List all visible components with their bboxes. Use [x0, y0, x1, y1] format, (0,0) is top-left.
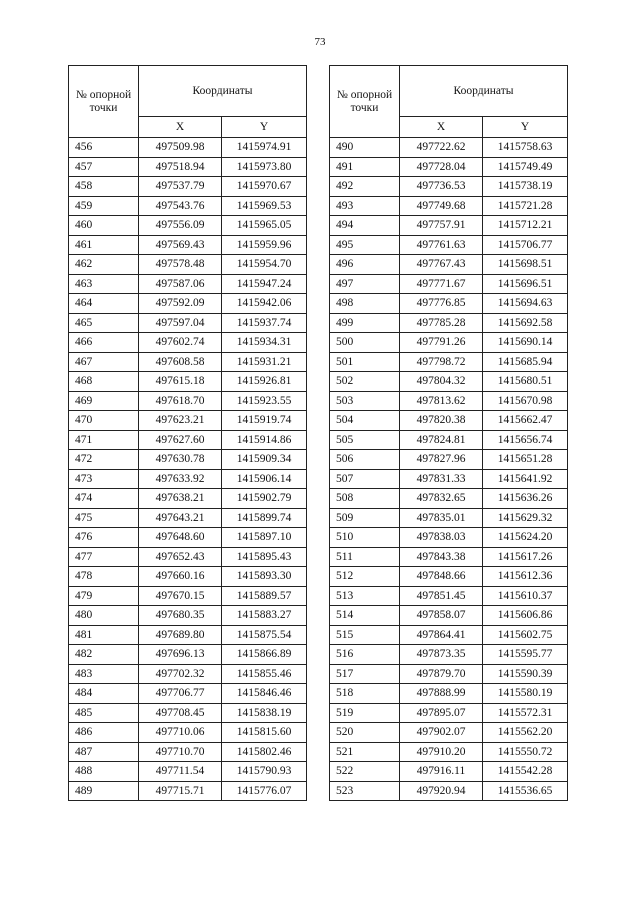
x-coordinate-cell: 497824.81	[400, 430, 483, 450]
x-coordinate-cell: 497638.21	[139, 489, 222, 509]
point-number-cell: 485	[69, 703, 139, 723]
y-coordinate-cell: 1415937.74	[222, 313, 307, 333]
x-coordinate-cell: 497843.38	[400, 547, 483, 567]
table-row	[69, 333, 307, 353]
x-coordinate-cell: 497592.09	[139, 294, 222, 314]
y-coordinate-cell: 1415550.72	[483, 742, 568, 762]
x-coordinate-cell: 497602.74	[139, 333, 222, 353]
table-row	[69, 762, 307, 782]
table-row	[330, 157, 568, 177]
table-row	[69, 781, 307, 801]
table-row	[69, 450, 307, 470]
y-coordinate-cell: 1415973.80	[222, 157, 307, 177]
y-coordinate-cell: 1415624.20	[483, 528, 568, 548]
point-number-cell: 471	[69, 430, 139, 450]
y-coordinate-cell: 1415838.19	[222, 703, 307, 723]
x-coordinate-cell: 497627.60	[139, 430, 222, 450]
coordinates-table-left	[68, 65, 307, 801]
x-coordinate-cell: 497761.63	[400, 235, 483, 255]
x-coordinate-cell: 497888.99	[400, 684, 483, 704]
x-coordinate-cell: 497838.03	[400, 528, 483, 548]
y-coordinate-cell: 1415706.77	[483, 235, 568, 255]
point-number-cell: 467	[69, 352, 139, 372]
y-coordinate-cell: 1415542.28	[483, 762, 568, 782]
point-number-cell: 495	[330, 235, 400, 255]
point-number-cell: 501	[330, 352, 400, 372]
y-coordinate-cell: 1415923.55	[222, 391, 307, 411]
table-row	[330, 586, 568, 606]
x-coordinate-cell: 497597.04	[139, 313, 222, 333]
x-coordinate-cell: 497630.78	[139, 450, 222, 470]
point-number-cell: 502	[330, 372, 400, 392]
point-number-cell: 504	[330, 411, 400, 431]
y-coordinate-cell: 1415895.43	[222, 547, 307, 567]
x-coordinate-cell: 497702.32	[139, 664, 222, 684]
y-coordinate-cell: 1415889.57	[222, 586, 307, 606]
y-coordinate-cell: 1415899.74	[222, 508, 307, 528]
table-row	[330, 664, 568, 684]
table-row	[330, 430, 568, 450]
point-number-cell: 478	[69, 567, 139, 587]
x-coordinate-cell: 497848.66	[400, 567, 483, 587]
y-coordinate-cell: 1415965.05	[222, 216, 307, 236]
y-coordinate-cell: 1415692.58	[483, 313, 568, 333]
x-coordinate-cell: 497587.06	[139, 274, 222, 294]
point-number-cell: 474	[69, 489, 139, 509]
y-coordinate-cell: 1415974.91	[222, 138, 307, 158]
x-coordinate-cell: 497820.38	[400, 411, 483, 431]
point-number-cell: 499	[330, 313, 400, 333]
x-coordinate-cell: 497831.33	[400, 469, 483, 489]
point-number-cell: 520	[330, 723, 400, 743]
x-coordinate-cell: 497680.35	[139, 606, 222, 626]
x-coordinate-cell: 497670.15	[139, 586, 222, 606]
point-number-cell: 511	[330, 547, 400, 567]
y-coordinate-cell: 1415712.21	[483, 216, 568, 236]
table-row	[330, 255, 568, 275]
table-row	[69, 177, 307, 197]
x-coordinate-cell: 497623.21	[139, 411, 222, 431]
x-coordinate-cell: 497757.91	[400, 216, 483, 236]
point-number-cell: 498	[330, 294, 400, 314]
x-coordinate-cell: 497710.06	[139, 723, 222, 743]
point-number-cell: 484	[69, 684, 139, 704]
table-row	[69, 606, 307, 626]
x-coordinate-cell: 497708.45	[139, 703, 222, 723]
y-coordinate-cell: 1415790.93	[222, 762, 307, 782]
x-coordinate-cell: 497608.58	[139, 352, 222, 372]
x-coordinate-cell: 497509.98	[139, 138, 222, 158]
table-row	[330, 528, 568, 548]
x-coordinate-cell: 497722.62	[400, 138, 483, 158]
x-coordinate-cell: 497615.18	[139, 372, 222, 392]
y-coordinate-cell: 1415629.32	[483, 508, 568, 528]
point-number-cell: 494	[330, 216, 400, 236]
x-coordinate-cell: 497776.85	[400, 294, 483, 314]
y-coordinate-cell: 1415694.63	[483, 294, 568, 314]
x-header: X	[139, 117, 222, 138]
y-coordinate-cell: 1415947.24	[222, 274, 307, 294]
x-coordinate-cell: 497813.62	[400, 391, 483, 411]
table-row	[69, 664, 307, 684]
y-coordinate-cell: 1415685.94	[483, 352, 568, 372]
point-number-cell: 473	[69, 469, 139, 489]
table-row	[69, 547, 307, 567]
point-number-cell: 481	[69, 625, 139, 645]
table-row	[330, 567, 568, 587]
x-coordinate-cell: 497543.76	[139, 196, 222, 216]
point-number-cell: 517	[330, 664, 400, 684]
point-number-cell: 512	[330, 567, 400, 587]
table-row	[330, 742, 568, 762]
x-coordinate-cell: 497652.43	[139, 547, 222, 567]
point-number-header: № опорной точки	[330, 66, 400, 138]
x-header: X	[400, 117, 483, 138]
point-number-cell: 513	[330, 586, 400, 606]
x-coordinate-cell: 497827.96	[400, 450, 483, 470]
point-number-cell: 466	[69, 333, 139, 353]
point-number-cell: 463	[69, 274, 139, 294]
table-row	[330, 762, 568, 782]
point-number-cell: 477	[69, 547, 139, 567]
y-coordinate-cell: 1415902.79	[222, 489, 307, 509]
x-coordinate-cell: 497660.16	[139, 567, 222, 587]
y-coordinate-cell: 1415815.60	[222, 723, 307, 743]
y-coordinate-cell: 1415690.14	[483, 333, 568, 353]
x-coordinate-cell: 497556.09	[139, 216, 222, 236]
point-number-cell: 486	[69, 723, 139, 743]
y-coordinate-cell: 1415802.46	[222, 742, 307, 762]
table-row	[330, 703, 568, 723]
x-coordinate-cell: 497618.70	[139, 391, 222, 411]
table-row	[330, 274, 568, 294]
y-coordinate-cell: 1415942.06	[222, 294, 307, 314]
y-coordinate-cell: 1415909.34	[222, 450, 307, 470]
point-number-cell: 497	[330, 274, 400, 294]
point-number-cell: 514	[330, 606, 400, 626]
y-coordinate-cell: 1415893.30	[222, 567, 307, 587]
y-coordinate-cell: 1415875.54	[222, 625, 307, 645]
table-row	[69, 430, 307, 450]
x-coordinate-cell: 497689.80	[139, 625, 222, 645]
table-row	[330, 450, 568, 470]
x-coordinate-cell: 497798.72	[400, 352, 483, 372]
table-row	[330, 177, 568, 197]
x-coordinate-cell: 497879.70	[400, 664, 483, 684]
point-number-cell: 483	[69, 664, 139, 684]
point-number-cell: 506	[330, 450, 400, 470]
point-number-cell: 459	[69, 196, 139, 216]
y-coordinate-cell: 1415536.65	[483, 781, 568, 801]
x-coordinate-cell: 497910.20	[400, 742, 483, 762]
table-row	[69, 508, 307, 528]
table-row	[330, 489, 568, 509]
table-row	[69, 255, 307, 275]
table-row	[69, 528, 307, 548]
x-coordinate-cell: 497902.07	[400, 723, 483, 743]
table-row	[69, 216, 307, 236]
y-coordinate-cell: 1415758.63	[483, 138, 568, 158]
x-coordinate-cell: 497835.01	[400, 508, 483, 528]
y-coordinate-cell: 1415897.10	[222, 528, 307, 548]
point-number-cell: 465	[69, 313, 139, 333]
x-coordinate-cell: 497715.71	[139, 781, 222, 801]
coordinates-header: Координаты	[139, 66, 307, 117]
table-row	[69, 586, 307, 606]
table-row	[330, 313, 568, 333]
y-coordinate-cell: 1415617.26	[483, 547, 568, 567]
point-number-cell: 472	[69, 450, 139, 470]
y-coordinate-cell: 1415670.98	[483, 391, 568, 411]
point-number-cell: 479	[69, 586, 139, 606]
table-body-right	[330, 138, 568, 801]
y-coordinate-cell: 1415636.26	[483, 489, 568, 509]
y-coordinate-cell: 1415651.28	[483, 450, 568, 470]
y-coordinate-cell: 1415602.75	[483, 625, 568, 645]
point-number-cell: 480	[69, 606, 139, 626]
x-coordinate-cell: 497785.28	[400, 313, 483, 333]
point-number-cell: 476	[69, 528, 139, 548]
point-number-cell: 519	[330, 703, 400, 723]
table-row	[330, 606, 568, 626]
point-number-cell: 461	[69, 235, 139, 255]
y-coordinate-cell: 1415696.51	[483, 274, 568, 294]
y-coordinate-cell: 1415970.67	[222, 177, 307, 197]
point-number-cell: 468	[69, 372, 139, 392]
point-number-cell: 500	[330, 333, 400, 353]
x-coordinate-cell: 497864.41	[400, 625, 483, 645]
table-row	[330, 352, 568, 372]
x-coordinate-cell: 497537.79	[139, 177, 222, 197]
y-coordinate-cell: 1415906.14	[222, 469, 307, 489]
point-number-cell: 523	[330, 781, 400, 801]
y-coordinate-cell: 1415595.77	[483, 645, 568, 665]
x-coordinate-cell: 497920.94	[400, 781, 483, 801]
y-coordinate-cell: 1415855.46	[222, 664, 307, 684]
y-coordinate-cell: 1415959.96	[222, 235, 307, 255]
x-coordinate-cell: 497633.92	[139, 469, 222, 489]
table-body-left	[69, 138, 307, 801]
table-row	[69, 138, 307, 158]
table-row	[330, 391, 568, 411]
point-number-cell: 464	[69, 294, 139, 314]
x-coordinate-cell: 497518.94	[139, 157, 222, 177]
x-coordinate-cell: 497804.32	[400, 372, 483, 392]
coordinates-header: Координаты	[400, 66, 568, 117]
y-coordinate-cell: 1415954.70	[222, 255, 307, 275]
table-row	[330, 781, 568, 801]
table-row	[69, 313, 307, 333]
table-row	[69, 625, 307, 645]
y-coordinate-cell: 1415590.39	[483, 664, 568, 684]
table-row	[330, 723, 568, 743]
x-coordinate-cell: 497749.68	[400, 196, 483, 216]
table-row	[69, 372, 307, 392]
y-coordinate-cell: 1415562.20	[483, 723, 568, 743]
y-coordinate-cell: 1415580.19	[483, 684, 568, 704]
table-row	[69, 703, 307, 723]
y-coordinate-cell: 1415641.92	[483, 469, 568, 489]
table-row	[330, 411, 568, 431]
y-coordinate-cell: 1415846.46	[222, 684, 307, 704]
table-row	[69, 157, 307, 177]
table-row	[330, 625, 568, 645]
point-number-cell: 488	[69, 762, 139, 782]
table-row	[330, 684, 568, 704]
point-number-cell: 482	[69, 645, 139, 665]
x-coordinate-cell: 497706.77	[139, 684, 222, 704]
y-coordinate-cell: 1415749.49	[483, 157, 568, 177]
point-number-cell: 496	[330, 255, 400, 275]
point-number-cell: 505	[330, 430, 400, 450]
y-coordinate-cell: 1415612.36	[483, 567, 568, 587]
table-row	[330, 645, 568, 665]
table-row	[69, 235, 307, 255]
y-coordinate-cell: 1415914.86	[222, 430, 307, 450]
coordinates-table-right	[329, 65, 568, 801]
y-coordinate-cell: 1415866.89	[222, 645, 307, 665]
x-coordinate-cell: 497832.65	[400, 489, 483, 509]
point-number-cell: 487	[69, 742, 139, 762]
y-coordinate-cell: 1415738.19	[483, 177, 568, 197]
y-coordinate-cell: 1415776.07	[222, 781, 307, 801]
x-coordinate-cell: 497648.60	[139, 528, 222, 548]
x-coordinate-cell: 497728.04	[400, 157, 483, 177]
x-coordinate-cell: 497578.48	[139, 255, 222, 275]
table-row	[69, 567, 307, 587]
point-number-cell: 475	[69, 508, 139, 528]
x-coordinate-cell: 497711.54	[139, 762, 222, 782]
table-row	[69, 391, 307, 411]
point-number-cell: 503	[330, 391, 400, 411]
table-row	[69, 196, 307, 216]
x-coordinate-cell: 497643.21	[139, 508, 222, 528]
x-coordinate-cell: 497791.26	[400, 333, 483, 353]
table-row	[330, 469, 568, 489]
point-number-header: № опорной точки	[69, 66, 139, 138]
table-row	[330, 196, 568, 216]
y-coordinate-cell: 1415934.31	[222, 333, 307, 353]
table-row	[69, 723, 307, 743]
page-number: 73	[314, 36, 326, 48]
point-number-cell: 493	[330, 196, 400, 216]
y-coordinate-cell: 1415656.74	[483, 430, 568, 450]
table-row	[69, 411, 307, 431]
table-row	[330, 216, 568, 236]
y-coordinate-cell: 1415721.28	[483, 196, 568, 216]
x-coordinate-cell: 497895.07	[400, 703, 483, 723]
y-header: Y	[483, 117, 568, 138]
point-number-cell: 460	[69, 216, 139, 236]
y-coordinate-cell: 1415610.37	[483, 586, 568, 606]
x-coordinate-cell: 497858.07	[400, 606, 483, 626]
y-coordinate-cell: 1415698.51	[483, 255, 568, 275]
point-number-cell: 518	[330, 684, 400, 704]
point-number-cell: 469	[69, 391, 139, 411]
x-coordinate-cell: 497771.67	[400, 274, 483, 294]
point-number-cell: 508	[330, 489, 400, 509]
point-number-cell: 456	[69, 138, 139, 158]
x-coordinate-cell: 497736.53	[400, 177, 483, 197]
x-coordinate-cell: 497696.13	[139, 645, 222, 665]
point-number-cell: 458	[69, 177, 139, 197]
y-coordinate-cell: 1415969.53	[222, 196, 307, 216]
table-row	[330, 372, 568, 392]
table-row	[69, 469, 307, 489]
point-number-cell: 457	[69, 157, 139, 177]
x-coordinate-cell: 497710.70	[139, 742, 222, 762]
table-row	[69, 352, 307, 372]
table-row	[69, 294, 307, 314]
table-row	[69, 274, 307, 294]
point-number-cell: 490	[330, 138, 400, 158]
table-row	[69, 645, 307, 665]
y-coordinate-cell: 1415883.27	[222, 606, 307, 626]
y-coordinate-cell: 1415931.21	[222, 352, 307, 372]
point-number-cell: 521	[330, 742, 400, 762]
point-number-cell: 492	[330, 177, 400, 197]
point-number-cell: 515	[330, 625, 400, 645]
table-row	[330, 508, 568, 528]
table-row	[330, 235, 568, 255]
x-coordinate-cell: 497569.43	[139, 235, 222, 255]
table-row	[330, 294, 568, 314]
table-row	[69, 489, 307, 509]
point-number-cell: 489	[69, 781, 139, 801]
y-coordinate-cell: 1415680.51	[483, 372, 568, 392]
y-header: Y	[222, 117, 307, 138]
y-coordinate-cell: 1415919.74	[222, 411, 307, 431]
y-coordinate-cell: 1415572.31	[483, 703, 568, 723]
x-coordinate-cell: 497873.35	[400, 645, 483, 665]
table-row	[69, 684, 307, 704]
table-row	[330, 333, 568, 353]
point-number-cell: 510	[330, 528, 400, 548]
point-number-cell: 522	[330, 762, 400, 782]
point-number-cell: 462	[69, 255, 139, 275]
point-number-cell: 491	[330, 157, 400, 177]
y-coordinate-cell: 1415926.81	[222, 372, 307, 392]
point-number-cell: 470	[69, 411, 139, 431]
point-number-cell: 516	[330, 645, 400, 665]
x-coordinate-cell: 497916.11	[400, 762, 483, 782]
y-coordinate-cell: 1415606.86	[483, 606, 568, 626]
x-coordinate-cell: 497851.45	[400, 586, 483, 606]
point-number-cell: 509	[330, 508, 400, 528]
table-row	[69, 742, 307, 762]
point-number-cell: 507	[330, 469, 400, 489]
table-row	[330, 138, 568, 158]
table-row	[330, 547, 568, 567]
y-coordinate-cell: 1415662.47	[483, 411, 568, 431]
x-coordinate-cell: 497767.43	[400, 255, 483, 275]
